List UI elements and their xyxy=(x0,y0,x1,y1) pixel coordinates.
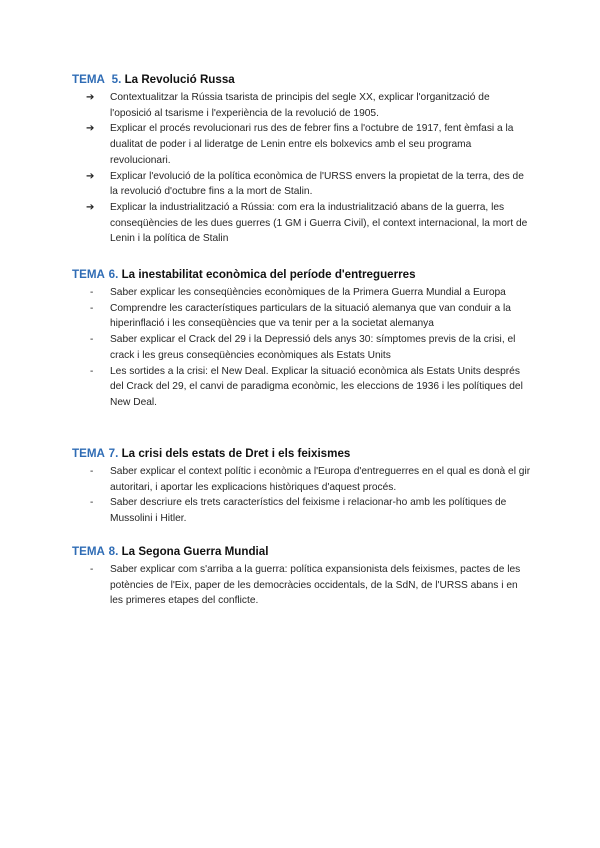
list-item xyxy=(72,495,532,526)
section-title: La Revolució Russa xyxy=(124,73,235,86)
dash-bullet-icon: - xyxy=(90,287,94,298)
tema-number: 5. xyxy=(111,73,122,86)
dash-bullet-icon: - xyxy=(90,466,94,477)
list-item-text: Contextualitzar la Rússia tsarista de principis del segle XX, explicar l'organització de l'oposició al tsarisme i l'experiència de la revolució de 1905. xyxy=(110,92,490,119)
section-tema-5 xyxy=(72,72,532,247)
tema-label: TEMA xyxy=(72,268,105,281)
section-tema-8 xyxy=(72,544,532,609)
list-item-text: Les sortides a la crisi: el New Deal. Explicar la situació econòmica als Estats Units després del Crack del 29, el canvi de paradigma econòmic, les eleccions de 1936 i les polítiques del New Deal. xyxy=(110,365,523,408)
list-item xyxy=(72,90,532,121)
section-heading xyxy=(72,446,532,462)
dash-bullet-icon: - xyxy=(90,334,94,346)
section-title: La inestabilitat econòmica del període d'entreguerres xyxy=(121,268,416,281)
arrow-bullet-icon: ➔ xyxy=(86,92,95,103)
section-tema-6 xyxy=(72,267,532,411)
list-item xyxy=(72,285,532,301)
objectives-list xyxy=(72,562,532,609)
dash-bullet-icon: - xyxy=(90,497,94,509)
list-item xyxy=(72,332,532,363)
objectives-list xyxy=(72,285,532,411)
arrow-bullet-icon: ➔ xyxy=(86,201,95,213)
list-item-text: Saber explicar com s'arriba a la guerra: política expansionista dels feixismes, pactes de les potències de l'Eix, paper de les democràcies occidentals, de la SdN, de l'URSS abans i en les primeres etapes del conflicte. xyxy=(110,564,521,607)
arrow-bullet-icon: ➔ xyxy=(86,123,95,135)
list-item-text: Comprendre les característiques particulars de la situació alemanya que van conduir a la hiperinflació i les conseqüències que va tenir per a la societat alemanya xyxy=(110,302,511,330)
section-heading xyxy=(72,267,532,283)
tema-number: 8. xyxy=(108,545,119,558)
list-item-text: Explicar la industrialització a Rússia: com era la industrialització abans de la guerra, les conseqüències de les dues guerres (1 GM i Guerra Civil), el context internacional, la mort de Lenin i la política de Stalin xyxy=(110,201,528,245)
dash-bullet-icon: - xyxy=(90,564,94,575)
section-tema-7 xyxy=(72,446,532,527)
list-item xyxy=(72,301,532,332)
list-item xyxy=(72,121,532,168)
list-item xyxy=(72,364,532,411)
section-heading xyxy=(72,544,532,560)
objectives-list xyxy=(72,90,532,247)
list-item-text: Explicar el procés revolucionari rus des de febrer fins a l'octubre de 1917, fent èmfasi a la dualitat de poder i al lideratge de Lenin entre els bolxevics amb el seu programa revolucionari. xyxy=(110,123,514,166)
tema-label: TEMA xyxy=(72,545,105,558)
list-item-text: Saber descriure els trets característics del feixisme i relacionar-ho amb les polítiques de Mussolini i Hitler. xyxy=(110,497,507,525)
list-item-text: Explicar l'evolució de la política econòmica de l'URSS envers la propietat de la terra, des de la revolució d'octubre fins a la mort de Stalin. xyxy=(110,170,524,198)
section-title: La Segona Guerra Mundial xyxy=(121,545,269,558)
objectives-list xyxy=(72,464,532,527)
list-item-text: Saber explicar les conseqüències econòmiques de la Primera Guerra Mundial a Europa xyxy=(110,287,506,298)
list-item xyxy=(72,200,532,247)
tema-label: TEMA xyxy=(72,73,105,86)
dash-bullet-icon: - xyxy=(90,302,94,314)
dash-bullet-icon: - xyxy=(90,365,94,377)
tema-number: 6. xyxy=(108,268,119,281)
section-heading xyxy=(72,72,532,88)
list-item-text: Saber explicar el Crack del 29 i la Depressió dels anys 30: símptomes previs de la crisi, el crack i les greus conseqüències econòmiques als Estats Units xyxy=(110,334,516,361)
list-item xyxy=(72,562,532,609)
tema-label: TEMA xyxy=(72,447,105,460)
list-item-text: Saber explicar el context polític i econòmic a l'Europa d'entreguerres en el qual es donà el gir autoritari, i aportar les explicacions històriques d'aquest procés. xyxy=(110,466,531,493)
tema-number: 7. xyxy=(108,447,119,460)
section-title: La crisi dels estats de Dret i els feixismes xyxy=(121,447,351,460)
arrow-bullet-icon: ➔ xyxy=(86,170,95,182)
list-item xyxy=(72,464,532,495)
list-item xyxy=(72,169,532,200)
